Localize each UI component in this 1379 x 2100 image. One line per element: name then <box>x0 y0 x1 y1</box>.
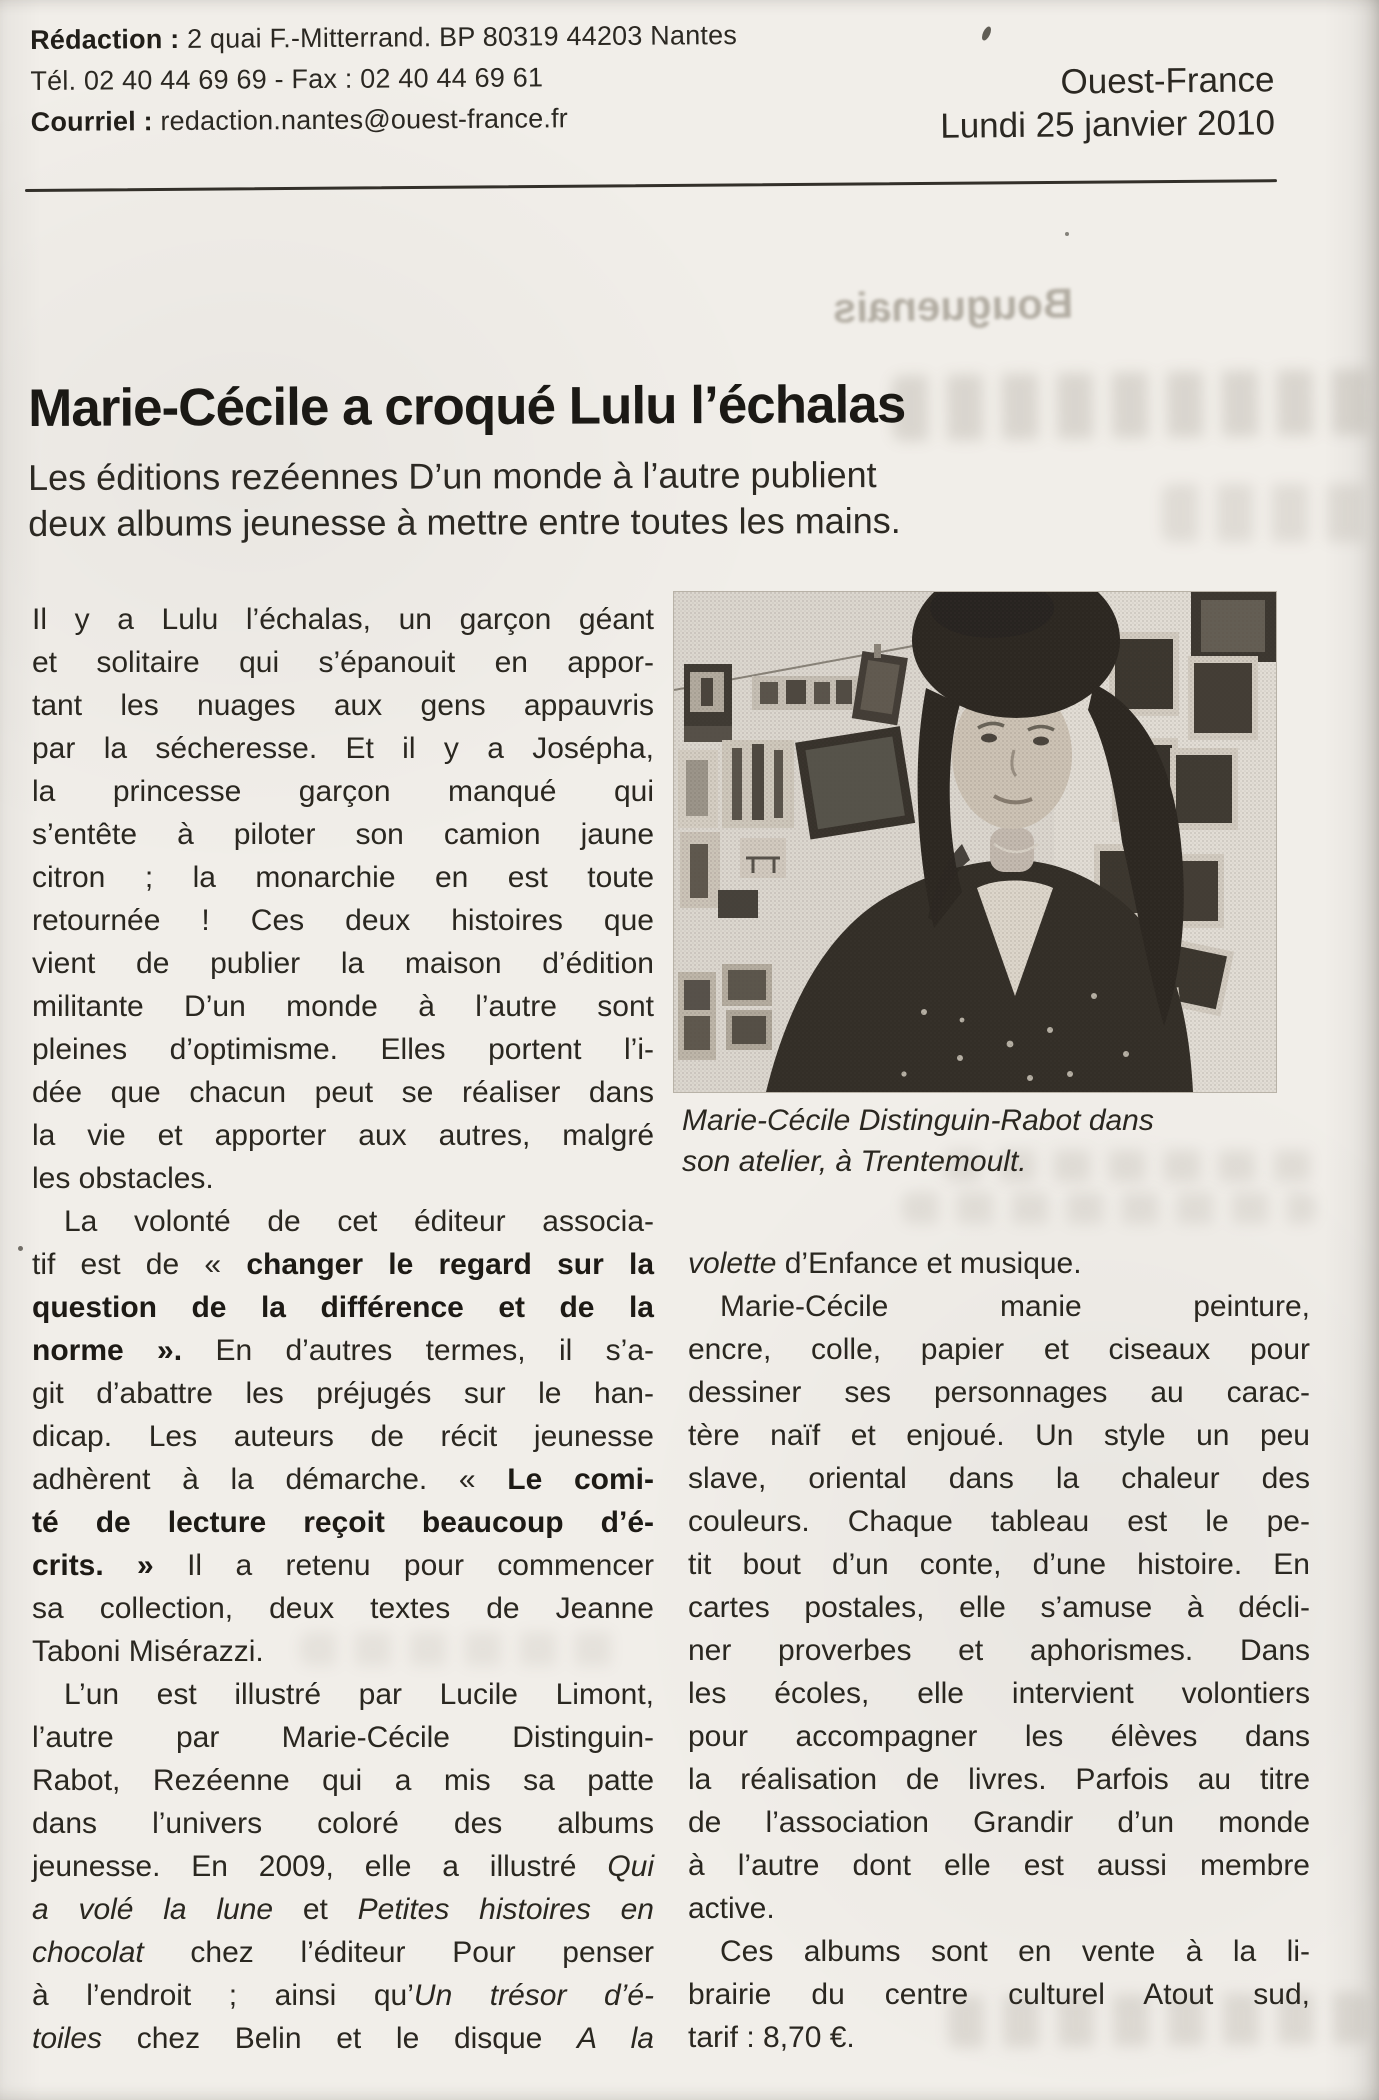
body-line: de l’association Grandir d’un monde <box>688 1806 1310 1839</box>
body-line: Il y a Lulu l’échalas, un garçon géant <box>32 603 654 636</box>
article-subhead <box>28 451 1148 547</box>
body-line: dans l’univers coloré des albums <box>32 1807 654 1840</box>
masthead-divider-rule <box>25 179 1277 192</box>
body-line: ner proverbes et aphorismes. Dans <box>688 1634 1310 1667</box>
body-line: vient de publier la maison d’édition <box>32 947 654 980</box>
body-line: slave, oriental dans la chaleur des <box>688 1462 1310 1495</box>
article-headline: Marie-Cécile a croqué Lulu l’échalas <box>28 375 906 438</box>
body-line: cartes postales, elle s’amuse à décli- <box>688 1591 1310 1624</box>
body-line: dicap. Les auteurs de récit jeunesse <box>32 1420 654 1453</box>
body-line: jeunesse. En 2009, elle a illustré Qui <box>32 1850 654 1883</box>
body-line: active. <box>688 1892 775 1925</box>
email-label: Courriel : <box>30 106 153 137</box>
body-line: et solitaire qui s’épanouit en appor- <box>32 646 654 679</box>
text-line: deux albums jeunesse à mettre entre toutes les mains. <box>28 499 901 544</box>
body-line: citron ; la monarchie en est toute <box>32 861 654 894</box>
email-value: redaction.nantes@ouest-france.fr <box>152 103 569 137</box>
body-line: tif est de « changer le regard sur la <box>32 1248 655 1281</box>
body-line: dessiner ses personnages au carac- <box>688 1376 1310 1409</box>
body-line: tant les nuages aux gens appauvris <box>32 689 654 722</box>
body-line: norme ». En d’autres termes, il s’a- <box>32 1334 654 1367</box>
body-line: les obstacles. <box>32 1162 214 1195</box>
body-line: l’autre par Marie-Cécile Distinguin- <box>32 1721 654 1754</box>
body-line: question de la différence et de la <box>32 1291 654 1324</box>
print-bleed-ghost <box>1162 484 1379 542</box>
masthead-phone-line: Tél. 02 40 44 69 69 - Fax : 02 40 44 69 61 <box>30 62 544 96</box>
masthead-email-line <box>31 97 738 143</box>
body-line: à l’endroit ; ainsi qu’Un trésor d’é- <box>32 1979 655 2012</box>
body-line: la réalisation de livres. Parfois au titre <box>688 1763 1310 1796</box>
body-line: Marie-Cécile manie peinture, <box>720 1290 1310 1323</box>
address-label: Rédaction : <box>30 23 180 55</box>
body-line: crits. » Il a retenu pour commencer <box>32 1549 654 1582</box>
photo-caption <box>682 1100 1282 1182</box>
body-line: volette d’Enfance et musique. <box>688 1247 1082 1280</box>
text-line: Les éditions rezéennes D’un monde à l’autre publient <box>28 454 877 498</box>
body-line: tère naïf et enjoué. Un style un peu <box>688 1419 1310 1452</box>
body-line: sa collection, deux textes de Jeanne <box>32 1592 654 1625</box>
body-line: té de lecture reçoit beaucoup d’é- <box>32 1506 654 1539</box>
address-value: 2 quai F.-Mitterrand. BP 80319 44203 Nantes <box>179 20 738 54</box>
body-line: la vie et apporter aux autres, malgré <box>32 1119 654 1152</box>
body-line: a volé la lune et Petites histoires en <box>32 1893 654 1926</box>
body-line: git d’abattre les préjugés sur le han- <box>32 1377 654 1410</box>
body-line: retournée ! Ces deux histoires que <box>32 904 654 937</box>
body-line: brairie du centre culturel Atout sud, <box>688 1978 1310 2011</box>
body-line: L’un est illustré par Lucile Limont, <box>64 1678 654 1711</box>
body-line: Ces albums sont en vente à la li- <box>720 1935 1310 1968</box>
body-line: toiles chez Belin et le disque A la <box>32 2022 654 2055</box>
artist-photo <box>674 592 1276 1092</box>
body-line: s’entête à piloter son camion jaune <box>32 818 654 851</box>
body-line: par la sécheresse. Et il y a Josépha, <box>32 732 654 765</box>
body-line: adhèrent à la démarche. « Le comi- <box>32 1463 654 1496</box>
print-bleed-ghost-town: Bouguenais <box>832 279 1074 332</box>
body-line: Rabot, Rezéenne qui a mis sa patte <box>32 1764 654 1797</box>
body-line: les écoles, elle intervient volontiers <box>688 1677 1310 1710</box>
body-line: militante D’un monde à l’autre sont <box>32 990 654 1023</box>
body-line: pour accompagner les élèves dans <box>688 1720 1310 1753</box>
masthead-address-line <box>30 15 737 61</box>
body-line: couleurs. Chaque tableau est le pe- <box>688 1505 1310 1538</box>
masthead-journal-block <box>940 58 1276 148</box>
journal-name: Ouest-France <box>1060 60 1275 102</box>
issue-date: Lundi 25 janvier 2010 <box>940 103 1276 146</box>
ink-speck <box>1065 232 1069 236</box>
body-line: chocolat chez l’éditeur Pour penser <box>32 1936 654 1969</box>
masthead-contact-block <box>30 15 738 143</box>
body-line: encre, colle, papier et ciseaux pour <box>688 1333 1310 1366</box>
print-bleed-ghost <box>902 1192 1316 1224</box>
body-line: la princesse garçon manqué qui <box>32 775 654 808</box>
body-left-column <box>32 598 654 2060</box>
body-line: tarif : 8,70 €. <box>688 2021 855 2054</box>
body-right-column <box>688 1242 1310 2059</box>
ink-speck <box>18 1246 23 1251</box>
ink-speck <box>980 25 993 42</box>
body-line: dée que chacun peut se réaliser dans <box>32 1076 654 1109</box>
body-line: pleines d’optimisme. Elles portent l’i- <box>32 1033 654 1066</box>
artist-photo-illustration <box>674 592 1276 1092</box>
body-line: tit bout d’un conte, d’une histoire. En <box>688 1548 1310 1581</box>
text-line: son atelier, à Trentemoult. <box>682 1145 1027 1178</box>
text-line: Marie-Cécile Distinguin-Rabot dans <box>682 1104 1154 1137</box>
body-line: La volonté de cet éditeur associa- <box>64 1205 654 1238</box>
body-line: à l’autre dont elle est aussi membre <box>688 1849 1310 1882</box>
body-line: Taboni Misérazzi. <box>32 1635 264 1668</box>
